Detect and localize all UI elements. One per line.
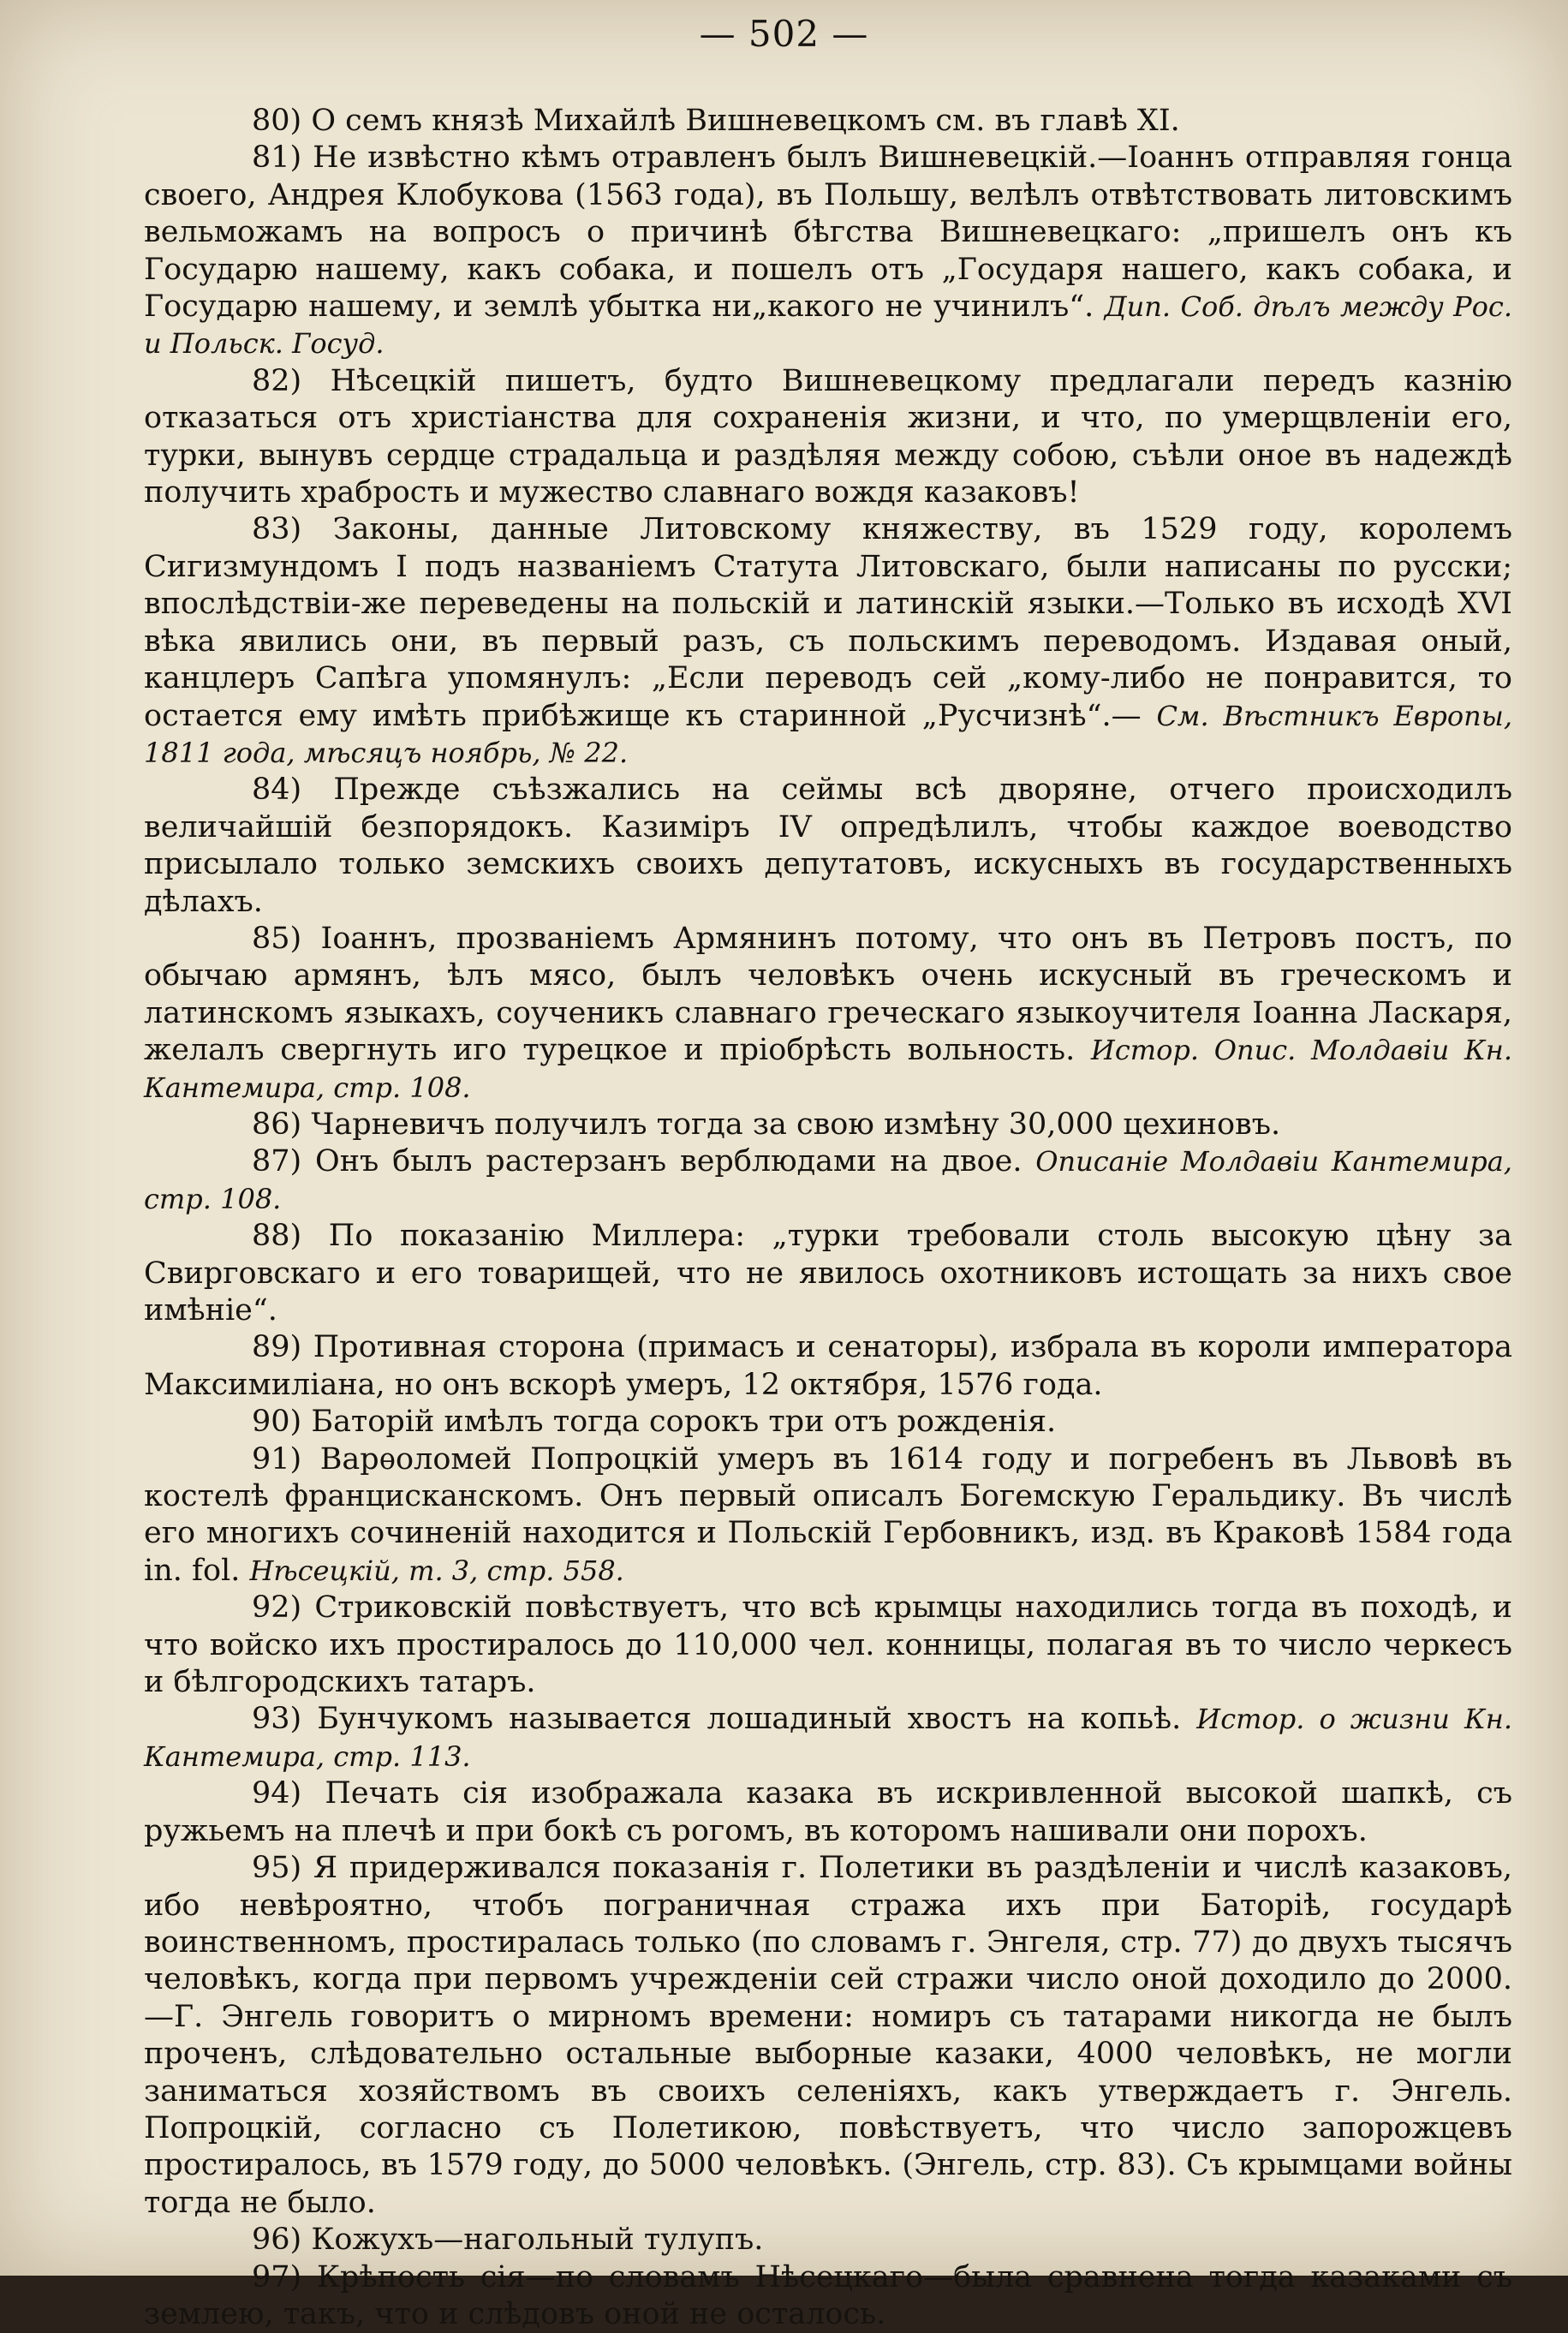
footnote-10	[144, 1404, 1512, 1441]
footnote-number: 88)	[252, 1219, 302, 1254]
footnote-number: 87)	[252, 1144, 302, 1179]
footnote-text: Бунчукомъ называется лошадиный хвостъ на копьѣ.	[317, 1702, 1182, 1737]
footnote-number: 84)	[252, 773, 302, 808]
footnote-text: Крѣпость сія—по словамъ Нѣсецкаго—была сравнена тогда казаками съ землею, такъ, что и слѣдовъ оной не осталось.	[144, 2259, 1512, 2331]
footnote-7	[144, 1143, 1512, 1218]
footnote-text: Прежде съѣзжались на сеймы всѣ дворяне, отчего происходилъ величайшій безпорядокъ. Казиміръ IV опредѣлилъ, чтобы каждое воеводство присылало только земскихъ своихъ депутатовъ, искусныхъ въ государственныхъ дѣлахъ.	[144, 773, 1512, 919]
footnote-3	[144, 511, 1512, 772]
footnote-number: 89)	[252, 1330, 302, 1365]
footnote-citation: Дип. Соб. дѣлъ между Рос. и Польск. Госуд.	[144, 290, 1513, 361]
footnote-number: 95)	[252, 1851, 302, 1886]
footnote-number: 85)	[252, 921, 302, 956]
footnote-number: 93)	[252, 1702, 302, 1737]
footnote-number: 81)	[252, 140, 302, 176]
footnote-citation: Истор. о жизни Кн. Кантемира, стр. 113.	[144, 1703, 1512, 1773]
footnote-number: 96)	[252, 2223, 302, 2258]
footnote-citation: Нѣсецкій, т. 3, стр. 558.	[249, 1554, 624, 1587]
footnote-citation: Описаніе Молдавіи Кантемира, стр. 108.	[144, 1145, 1512, 1215]
footnote-text: Печать сія изображала казака въ искривленной высокой шапкѣ, съ ружьемъ на плечѣ и при бокѣ съ рогомъ, въ которомъ нашивали они порохъ.	[144, 1776, 1512, 1848]
footnote-text: Чарневичъ получилъ тогда за свою измѣну 30,000 цехиновъ.	[311, 1107, 1281, 1142]
footnote-number: 94)	[252, 1776, 302, 1811]
footnote-number: 97)	[252, 2259, 302, 2294]
footnote-15	[144, 1850, 1512, 2222]
page-number: — 502 —	[699, 13, 869, 55]
footnote-11	[144, 1441, 1512, 1590]
footnote-text: Баторій имѣлъ тогда сорокъ три отъ рожденія.	[311, 1405, 1057, 1440]
footnote-1	[144, 140, 1512, 362]
footnote-13	[144, 1701, 1512, 1775]
footnote-number: 82)	[252, 363, 302, 398]
footnote-text: Законы, данные Литовскому княжеству, въ 1529 году, королемъ Сигизмундомъ I подъ названіемъ Статута Литовскаго, были написаны по русски; впослѣдствіи-же переведены на польскій и латинскій языки.—Только въ исходѣ XVI вѣка явились они, въ первый разъ, съ польскимъ переводомъ. Издавая оный, канцлеръ Сапѣга упомянулъ: „Если переводъ сей „кому-либо не понравится, то остается ему имѣть прибѣжище къ старинной „Русчизнѣ“.—	[144, 512, 1512, 733]
footnotes-list	[144, 103, 1512, 2333]
footnote-text: Іоаннъ, прозваніемъ Армянинъ потому, что онъ въ Петровъ постъ, по обычаю армянъ, ѣлъ мясо, былъ человѣкъ очень искусный въ греческомъ и латинскомъ языкахъ, соученикъ славнаго греческаго языкоучителя Іоанна Ласкаря, желалъ свергнуть иго турецкое и пріобрѣсть вольность.	[144, 921, 1512, 1068]
footnote-number: 83)	[252, 512, 302, 547]
footnote-number: 80)	[252, 104, 302, 138]
footnote-text: Противная сторона (примасъ и сенаторы), избрала въ короли императора Максимиліана, но онъ вскорѣ умеръ, 12 октября, 1576 года.	[144, 1330, 1512, 1402]
footnote-0	[144, 103, 1512, 140]
footnote-text: Стриковскій повѣствуетъ, что всѣ крымцы находились тогда въ походѣ, и что войско ихъ простиралось до 110,000 чел. конницы, полагая въ то число черкесъ и бѣлгородскихъ татаръ.	[144, 1590, 1512, 1700]
footnote-text: Онъ былъ растерзанъ верблюдами на двое.	[315, 1144, 1022, 1179]
footnote-5	[144, 921, 1512, 1107]
footnote-16	[144, 2222, 1512, 2258]
footnote-text: Я придерживался показанія г. Полетики въ раздѣленіи и числѣ казаковъ, ибо невѣроятно, чтобъ пограничная стража ихъ при Баторіѣ, государѣ воинственномъ, простиралась только (по словамъ г. Энгеля, стр. 77) до двухъ тысячъ человѣкъ, когда при первомъ учрежденіи сей стражи число оной доходило до 2000.—Г. Энгель говоритъ о мирномъ времени: номиръ съ татарами никогда не былъ проченъ, слѣдовательно остальные выборные казаки, 4000 человѣкъ, не могли заниматься хозяйствомъ въ своихъ селеніяхъ, какъ утверждаетъ г. Энгель. Попроцкій, согласно съ Полетикою, повѣствуетъ, что число запорожцевъ простиралось, въ 1579 году, до 5000 человѣкъ. (Энгель, стр. 83). Съ крымцами войны тогда не было.	[144, 1851, 1512, 2220]
footnote-number: 90)	[252, 1405, 302, 1440]
footnote-12	[144, 1590, 1512, 1701]
footnote-14	[144, 1775, 1512, 1850]
footnote-text: Варѳоломей Попроцкій умеръ въ 1614 году и погребенъ въ Львовѣ въ костелѣ францисканскомъ. Онъ первый описалъ Богемскую Геральдику. Въ числѣ его многихъ сочиненій находится и Польскій Гербовникъ, изд. въ Краковѣ 1584 года in. fol.	[144, 1441, 1512, 1588]
footnote-citation: См. Вѣстникъ Европы, 1811 года, мѣсяцъ ноябрь, № 22.	[144, 699, 1513, 769]
footnote-17	[144, 2259, 1512, 2333]
footnote-6	[144, 1107, 1512, 1143]
footnote-text: О семъ князѣ Михайлѣ Вишневецкомъ см. въ главѣ XI.	[311, 104, 1180, 138]
footnote-2	[144, 363, 1512, 512]
footnote-text: Не извѣстно кѣмъ отравленъ былъ Вишневецкій.—Іоаннъ отправляя гонца своего, Андрея Клобукова (1563 года), въ Польшу, велѣлъ отвѣтствовать литовскимъ вельможамъ на вопросъ о причинѣ бѣгства Вишневецкаго: „пришелъ онъ къ Государю нашему, какъ собака, и пошелъ отъ „Государя нашего, какъ собака, и Государю нашему, и землѣ убытка ни„какого не учинилъ“.	[144, 140, 1512, 325]
footnote-text: Кожухъ—нагольный тулупъ.	[311, 2223, 764, 2258]
footnote-citation: Истор. Опис. Молдавіи Кн. Кантемира, стр. 108.	[144, 1034, 1512, 1104]
footnote-8	[144, 1218, 1512, 1329]
footnote-number: 91)	[252, 1441, 302, 1477]
footnote-text: Нѣсецкій пишетъ, будто Вишневецкому предлагали передъ казнію отказаться отъ христіанства для сохраненія жизни, и что, по умерщвленіи его, турки, вынувъ сердце страдальца и раздѣляя между собою, съѣли оное въ надеждѣ получить храбрость и мужество славнаго вождя казаковъ!	[144, 363, 1512, 510]
footnote-number: 86)	[252, 1107, 302, 1142]
footnote-number: 92)	[252, 1590, 302, 1626]
footnote-9	[144, 1329, 1512, 1404]
footnote-text: По показанію Миллера: „турки требовали столь высокую цѣну за Свирговскаго и его товарищей, что не явилось охотниковъ истощать за нихъ свое имѣніе“.	[144, 1219, 1512, 1328]
footnote-4	[144, 772, 1512, 921]
